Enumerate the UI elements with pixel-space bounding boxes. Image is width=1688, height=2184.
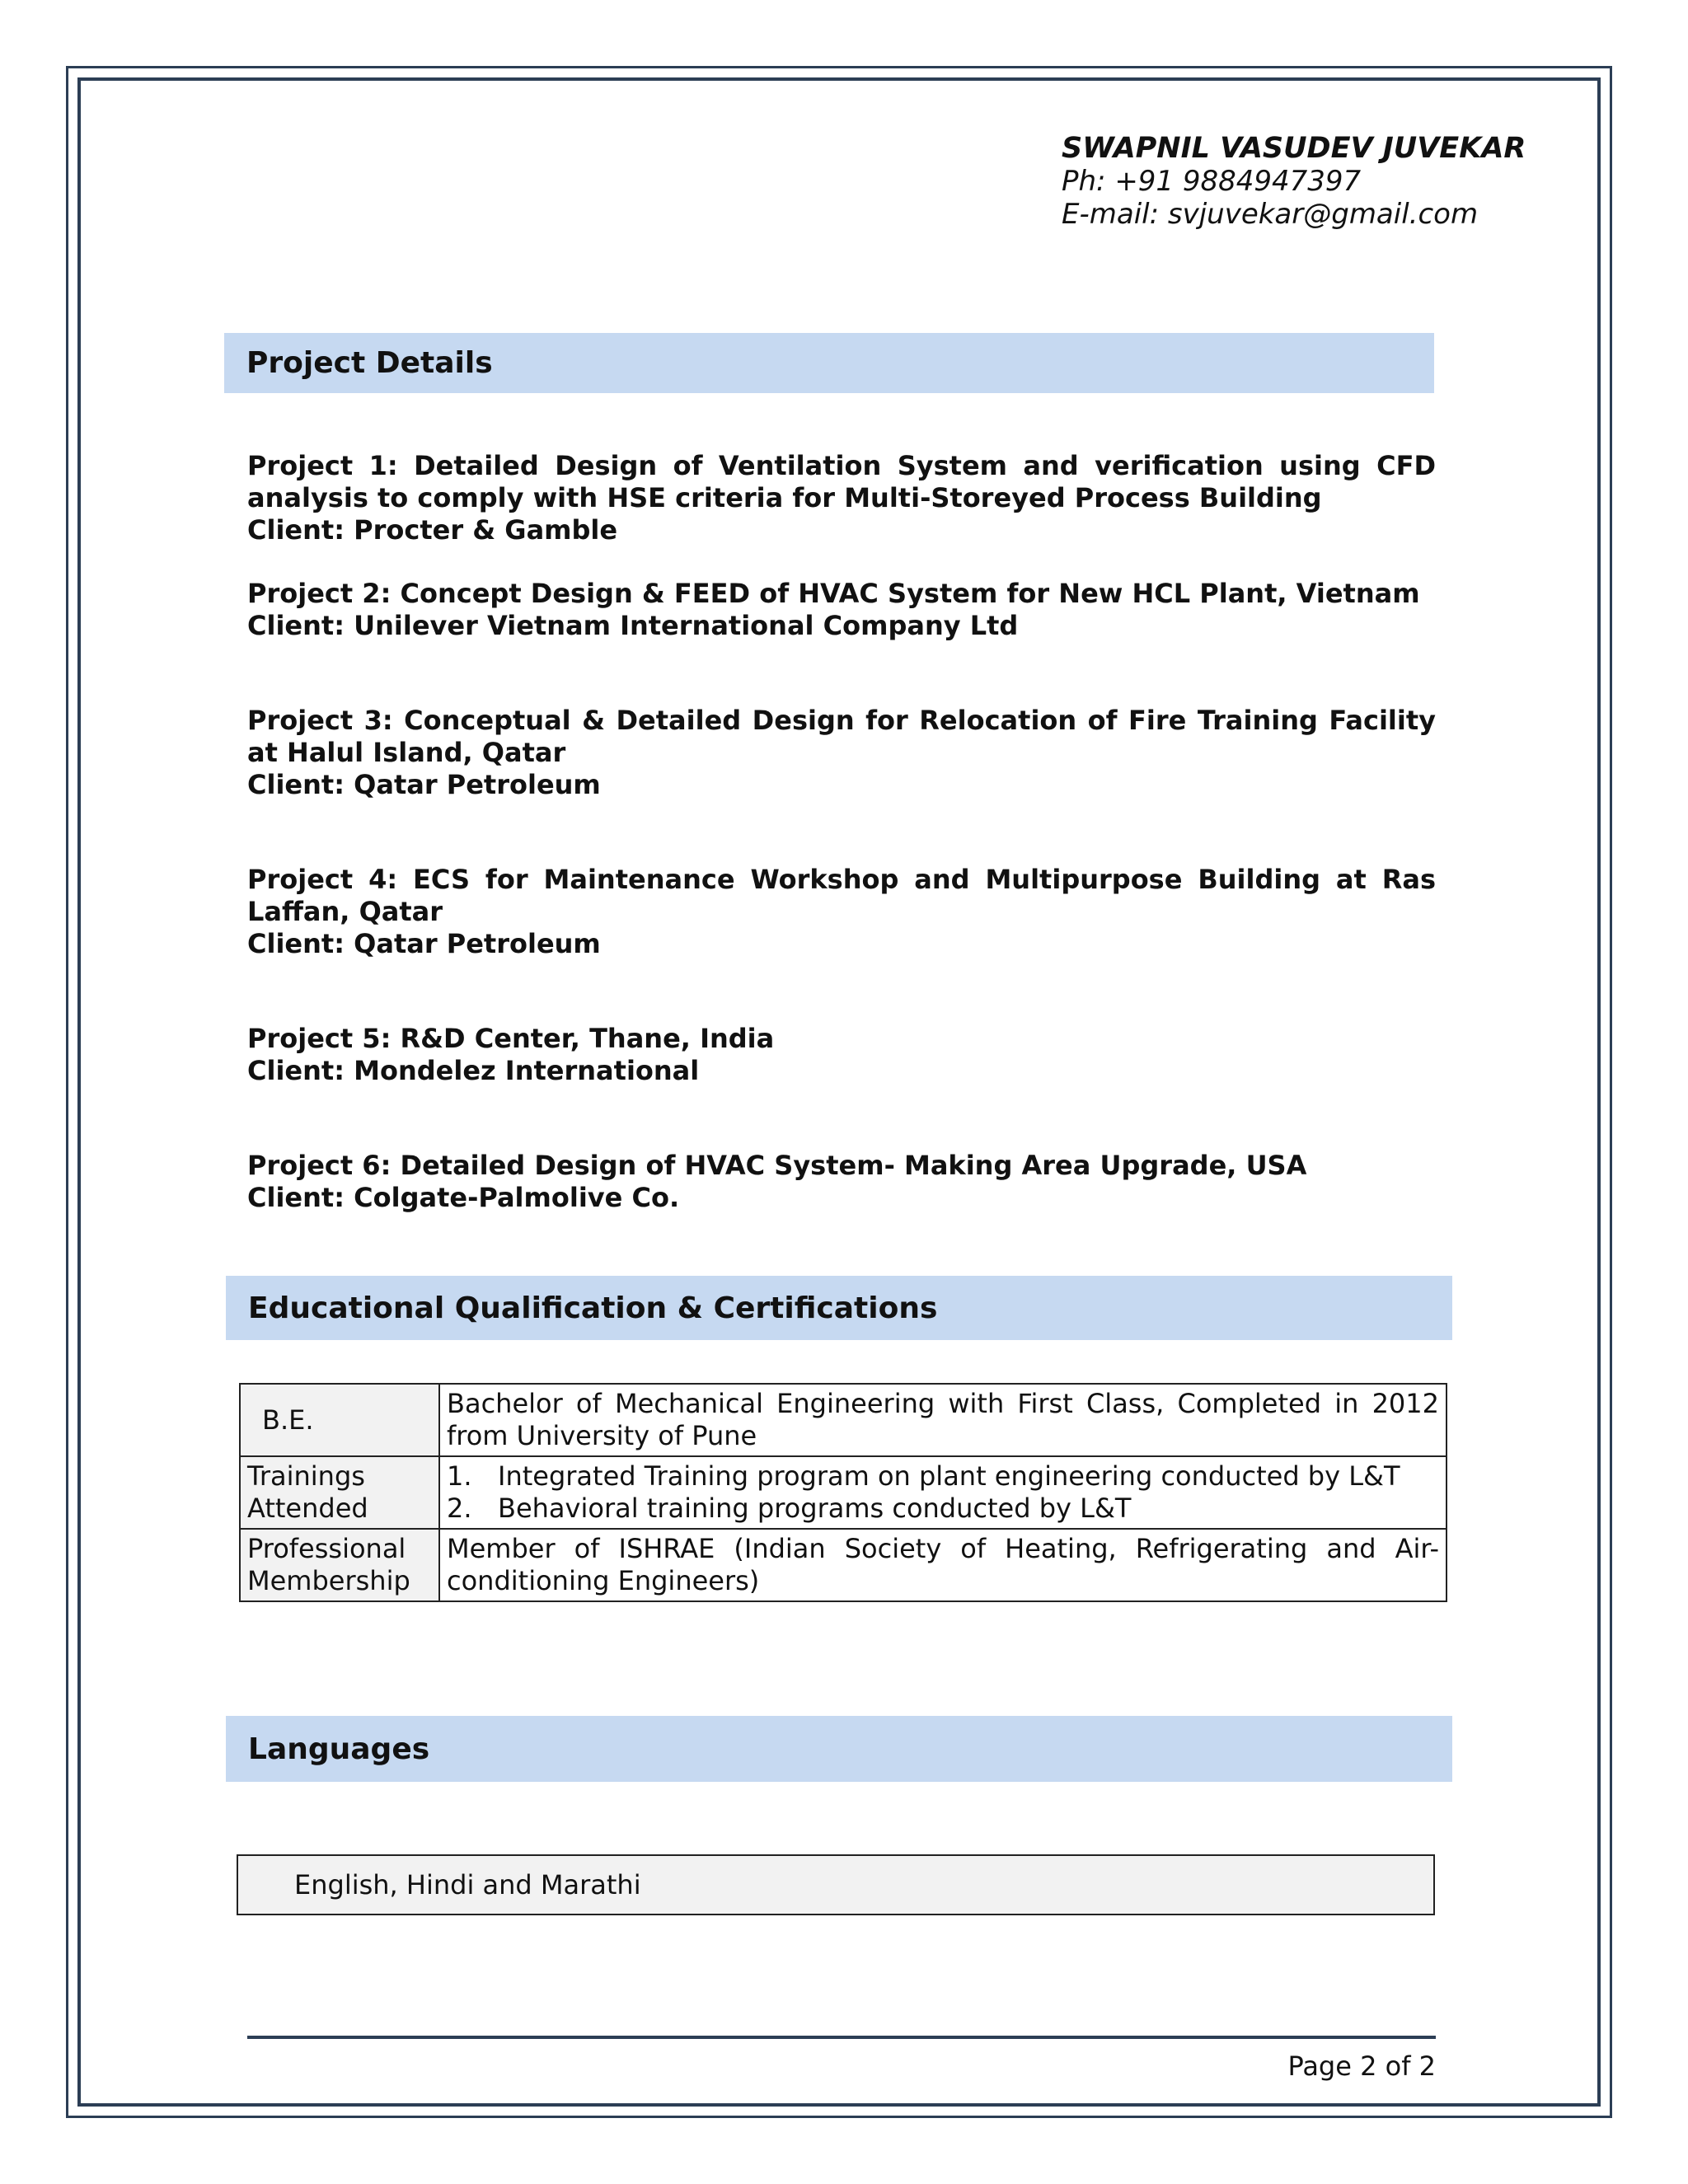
- project-client: Client: Mondelez International: [247, 1055, 700, 1086]
- list-number: 2.: [447, 1493, 472, 1524]
- trainings-value: [439, 1456, 1447, 1529]
- languages-box: [237, 1854, 1435, 1915]
- project-title: Project 3: Conceptual & Detailed Design for Relocation of Fire Training Facility at Halul Island, Qatar: [247, 705, 1436, 768]
- trainings-label: [240, 1456, 439, 1529]
- project-item: [247, 1023, 1436, 1087]
- candidate-name: SWAPNIL VASUDEV JUVEKAR: [1062, 132, 1526, 165]
- trainings-list: [447, 1460, 1439, 1525]
- project-client: Client: Qatar Petroleum: [247, 928, 601, 959]
- trainings-label-line: Attended: [247, 1493, 368, 1524]
- project-title: Project 5: R&D Center, Thane, India: [247, 1023, 775, 1054]
- project-list: [247, 450, 1436, 1214]
- list-number: 1.: [447, 1460, 472, 1492]
- table-row: [240, 1456, 1447, 1529]
- phone-number: Ph: +91 9884947397: [1062, 165, 1362, 198]
- project-title: Project 6: Detailed Design of HVAC System- Making Area Upgrade, USA: [247, 1150, 1307, 1181]
- list-item: [447, 1493, 1439, 1525]
- membership-value: Member of ISHRAE (Indian Society of Heating, Refrigerating and Air-conditioning Engineers): [439, 1529, 1447, 1601]
- membership-label: [240, 1529, 439, 1601]
- list-text: Behavioral training programs conducted by L&T: [498, 1493, 1132, 1524]
- list-text: Integrated Training program on plant engineering conducted by L&T: [498, 1460, 1400, 1492]
- degree-value: Bachelor of Mechanical Engineering with First Class, Completed in 2012 from University of Pune: [439, 1384, 1447, 1456]
- project-item: [247, 705, 1436, 801]
- project-item: [247, 578, 1436, 642]
- membership-label-line: Membership: [247, 1565, 410, 1596]
- footer-rule: [247, 2036, 1436, 2039]
- project-client: Client: Colgate-Palmolive Co.: [247, 1182, 680, 1213]
- section-header-languages: [226, 1716, 1452, 1782]
- membership-label-line: Professional: [247, 1533, 406, 1564]
- degree-label: B.E.: [240, 1384, 439, 1456]
- list-item: [447, 1460, 1439, 1493]
- section-header-education: [226, 1276, 1452, 1340]
- project-title: Project 1: Detailed Design of Ventilation System and verification using CFD analysis to comply with HSE criteria for Multi-Storeyed Process Building: [247, 450, 1436, 513]
- project-item: [247, 1150, 1436, 1214]
- project-title: Project 2: Concept Design & FEED of HVAC System for New HCL Plant, Vietnam: [247, 578, 1420, 609]
- email-address: E-mail: svjuvekar@gmail.com: [1062, 198, 1479, 231]
- project-item: [247, 450, 1436, 546]
- section-title-education: Educational Qualification & Certifications: [248, 1291, 938, 1325]
- project-client: Client: Procter & Gamble: [247, 514, 618, 546]
- project-client: Client: Qatar Petroleum: [247, 769, 601, 800]
- trainings-label-line: Trainings: [247, 1460, 365, 1492]
- section-header-projects: [224, 333, 1434, 393]
- languages-value: English, Hindi and Marathi: [294, 1869, 641, 1900]
- education-table: [239, 1383, 1447, 1602]
- project-title: Project 4: ECS for Maintenance Workshop and Multipurpose Building at Ras Laffan, Qatar: [247, 864, 1436, 927]
- section-title-languages: Languages: [248, 1732, 430, 1766]
- page-number: Page 2 of 2: [1287, 2050, 1436, 2082]
- section-title-projects: Project Details: [246, 346, 493, 380]
- project-item: [247, 864, 1436, 960]
- table-row: [240, 1384, 1447, 1456]
- table-row: [240, 1529, 1447, 1601]
- contact-block: [1062, 132, 1526, 231]
- project-client: Client: Unilever Vietnam International Company Ltd: [247, 610, 1019, 641]
